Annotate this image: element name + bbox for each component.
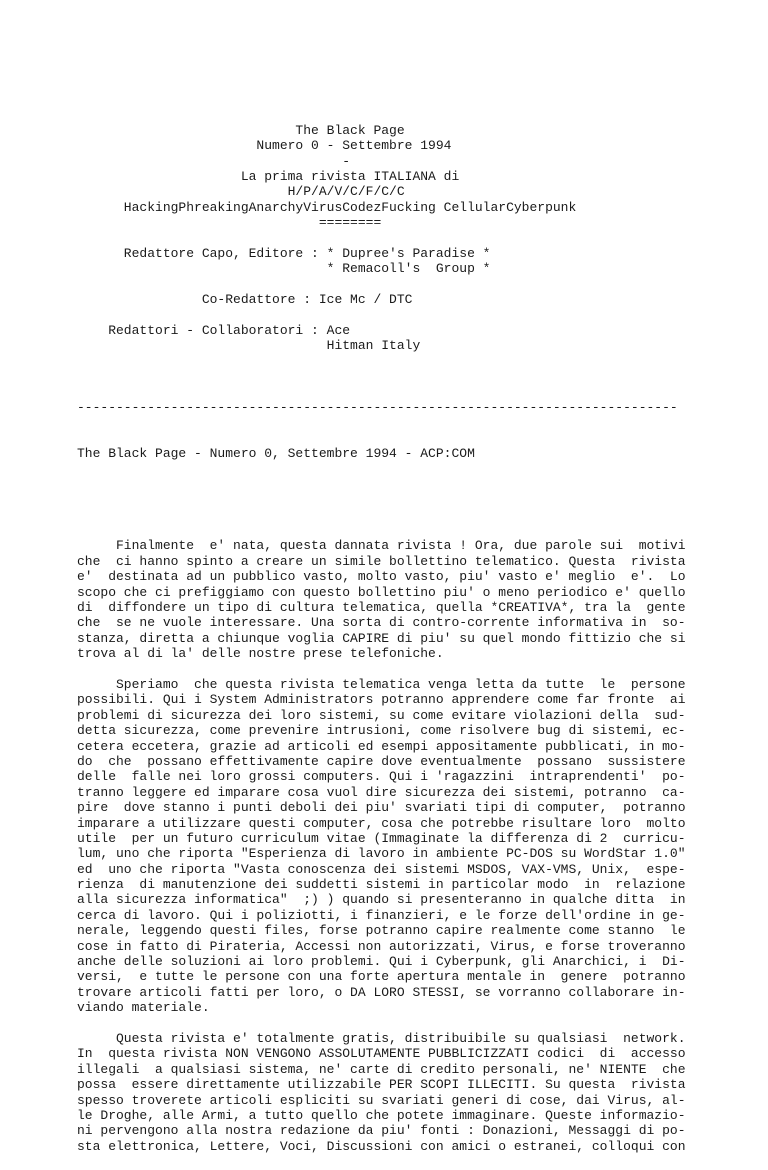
article-body <box>77 538 686 1154</box>
paragraph-line: versi, e tutte le persone con una forte apertura mentale in genere potranno <box>77 969 686 985</box>
paragraph-line: possibili. Qui i System Administrators potranno apprendere come far fronte ai <box>77 692 686 708</box>
masthead-line <box>77 277 686 292</box>
masthead-line: - <box>77 153 351 169</box>
blank-line <box>77 662 686 677</box>
paragraph-line: scopo che ci prefiggiamo con questo bollettino piu' o meno periodico e' quello <box>77 584 686 600</box>
paragraph-line: nerale, leggendo questi files, forse potranno capire realmente come stanno le <box>77 923 686 939</box>
masthead-line: Redattore Capo, Editore : * Dupree's Paradise * <box>77 245 491 261</box>
masthead-line: * Remacoll's Group * <box>77 261 491 277</box>
paragraph-line: le Droghe, alle Armi, a tutto quello che potete immaginare. Queste informazio- <box>77 1107 686 1123</box>
paragraph-line: ed uno che riporta "Vasta conoscenza dei sistemi MSDOS, VAX-VMS, Unix, espe- <box>77 861 686 877</box>
paragraph-line: cose in fatto di Pirateria, Accessi non autorizzati, Virus, e forse troveranno <box>77 938 686 954</box>
paragraph-line: spesso troverete articoli espliciti su svariati generi di cose, dai Virus, al- <box>77 1092 686 1108</box>
paragraph-line: trova al di la' delle nostre prese telefoniche. <box>77 646 444 662</box>
paragraph-line: possa essere direttamente utilizzabile PER SCOPI ILLECITI. Su questa rivista <box>77 1077 686 1093</box>
document-text <box>77 92 686 1170</box>
masthead-line: H/P/A/V/C/F/C/C <box>77 184 405 200</box>
paragraph-line: rienza di manutenzione dei suddetti sistemi in particolar modo in relazione <box>77 877 686 893</box>
paragraph-line: problemi di sicurezza dei loro sistemi, su come evitare violazioni della sud- <box>77 707 686 723</box>
separator-line: ----------------------------------------------------------------------------- <box>77 399 678 415</box>
masthead-line <box>77 308 686 323</box>
paragraph-line: Speriamo che questa rivista telematica venga letta da tutte le persone <box>77 677 686 692</box>
masthead-line: HackingPhreakingAnarchyVirusCodezFucking CellularCyberpunk <box>77 199 577 215</box>
paragraph-line: utile per un futuro curriculum vitae (Immaginate la differenza di 2 curricu- <box>77 830 686 846</box>
paragraph-line: alla sicurezza informatica" ;) ) quando si presenteranno in qualche ditta in <box>77 892 686 908</box>
paragraph <box>77 1031 686 1154</box>
masthead-line: Numero 0 - Settembre 1994 <box>77 138 452 154</box>
paragraph-line: pire dove stanno i punti deboli dei piu' svariati tipi di computer, potranno <box>77 800 686 816</box>
paragraph-line: sta elettronica, Lettere, Voci, Discussioni con amici o estranei, colloqui con <box>77 1138 686 1154</box>
masthead <box>77 123 686 369</box>
paragraph-line: che ci hanno spinto a creare un simile bollettino telematico. Questa rivista <box>77 553 686 569</box>
paragraph-line: trovare articoli fatti per loro, o DA LORO STESSI, se vorranno collaborare in- <box>77 984 686 1000</box>
paragraph-line: detta sicurezza, come prevenire intrusioni, come risolvere bug di sistemi, ec- <box>77 723 686 739</box>
masthead-line: ======== <box>77 215 382 231</box>
paragraph-line: di diffondere un tipo di cultura telematica, quella *CREATIVA*, tra la gente <box>77 600 686 616</box>
masthead-line: The Black Page <box>77 122 405 138</box>
paragraph-line: ni pervengono alla nostra redazione da piu' fonti : Donazioni, Messaggi di po- <box>77 1123 686 1139</box>
paragraph-line: anche delle soluzioni ai loro problemi. Qui i Cyberpunk, gli Anarchici, i Di- <box>77 954 686 970</box>
paragraph-line: e' destinata ad un pubblico vasto, molto vasto, piu' vasto e' meglio e'. Lo <box>77 569 686 585</box>
paragraph-line: Finalmente e' nata, questa dannata rivista ! Ora, due parole sui motivi <box>77 538 686 554</box>
document-subtitle: The Black Page - Numero 0, Settembre 1994 - ACP:COM <box>77 446 475 462</box>
paragraph-line: viando materiale. <box>77 1000 210 1016</box>
blank-line <box>77 1016 686 1031</box>
blank-line <box>77 492 686 507</box>
paragraph-line: cerca di lavoro. Qui i poliziotti, i finanzieri, e le forze dell'ordine in ge- <box>77 907 686 923</box>
paragraph-line: imparare a utilizzare questi computer, cosa che potrebbe risultare loro molto <box>77 815 686 831</box>
paragraph-line: cetera eccetera, grazie ad articoli ed esempi appositamente pubblicati, in mo- <box>77 738 686 754</box>
paragraph <box>77 677 686 1031</box>
paragraph-line: Questa rivista e' totalmente gratis, distribuibile su qualsiasi network. <box>77 1030 686 1046</box>
masthead-line <box>77 354 686 369</box>
paragraph <box>77 538 686 677</box>
paragraph-line: do che possano effettivamente capire dove eventualmente possano sussistere <box>77 753 686 769</box>
paragraph-line: delle falle nei loro grossi computers. Qui i 'ragazzini intraprendenti' po- <box>77 769 686 785</box>
paragraph-line: stanza, diretta a chiunque voglia CAPIRE di piu' su quel mondo fittizio che si <box>77 630 686 646</box>
masthead-line: La prima rivista ITALIANA di <box>77 168 460 184</box>
masthead-line: Redattori - Collaboratori : Ace <box>77 322 351 338</box>
paragraph-line: illegali a qualsiasi sistema, ne' carte di credito personali, ne' NIENTE che <box>77 1061 686 1077</box>
paragraph-line: che se ne vuole interessare. Una sorta di contro-corrente informativa in so- <box>77 615 686 631</box>
masthead-line: Hitman Italy <box>77 338 421 354</box>
masthead-line <box>77 231 686 246</box>
masthead-line: Co-Redattore : Ice Mc / DTC <box>77 292 413 308</box>
paragraph-line: In questa rivista NON VENGONO ASSOLUTAMENTE PUBBLICIZZATI codici di accesso <box>77 1046 686 1062</box>
paragraph-line: lum, uno che riporta "Esperienza di lavoro in ambiente PC-DOS su WordStar 1.0" <box>77 846 686 862</box>
paragraph-line: tranno leggere ed imparare cosa vuol dire sicurezza dei sistemi, potranno ca- <box>77 784 686 800</box>
